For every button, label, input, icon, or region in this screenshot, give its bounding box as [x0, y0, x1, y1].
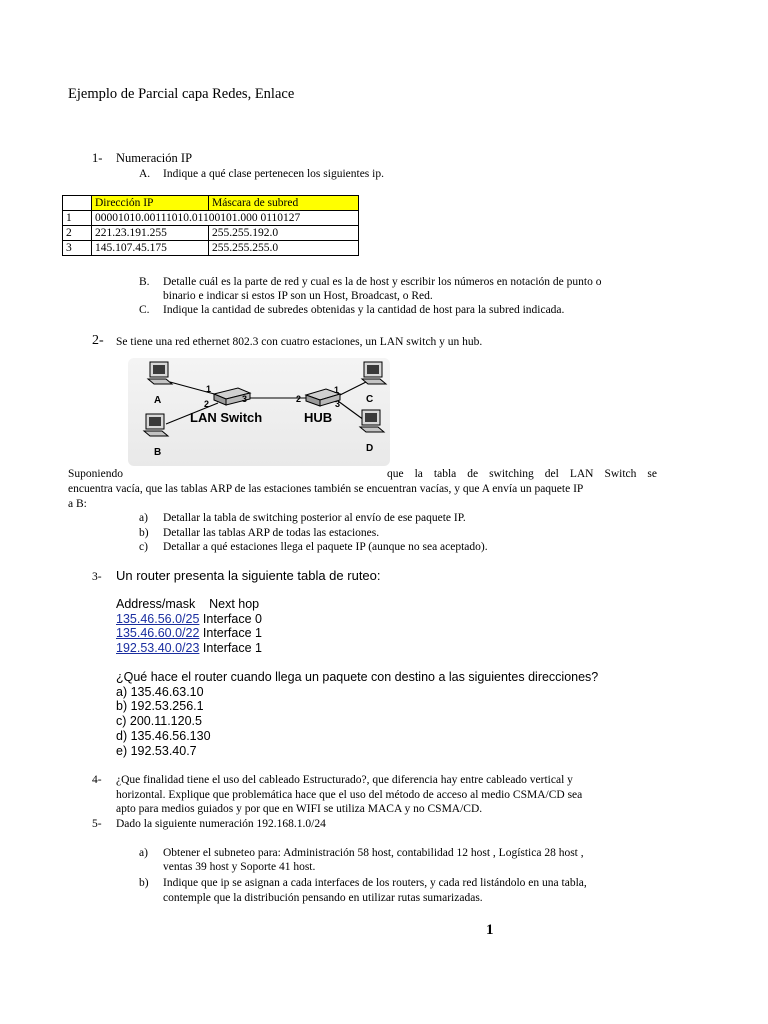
lan-switch-label: LAN Switch: [190, 410, 263, 425]
q1-c-text: Indique la cantidad de subredes obtenidas y la cantidad de host para la subred indicada.: [163, 304, 565, 316]
q5-b-line1: Indique que ip se asignan a cada interfaces de los routers, y cada red listándolo en una tabla,: [163, 877, 587, 889]
q5-b-mark: b): [139, 877, 149, 889]
q3-answer-e: e) 192.53.40.7: [116, 744, 197, 758]
q3-question: ¿Qué hace el router cuando llega un paquete con destino a las siguientes direcciones?: [116, 670, 599, 684]
station-c-label: C: [366, 394, 374, 405]
table-row: [63, 226, 359, 241]
table-cell: 145.107.45.175: [92, 241, 209, 256]
route-address-link[interactable]: 192.53.40.0/23: [116, 641, 200, 655]
q2-para-line2: encuentra vacía, que las tablas ARP de las estaciones también se encuentran vacías, y que A envía un paquete IP: [68, 483, 584, 495]
station-d-label: D: [366, 443, 374, 454]
routing-table-header: Address/mask Next hop: [116, 597, 260, 611]
route-row: [116, 626, 262, 640]
q2-item-c-text: Detallar a qué estaciones llega el paquete IP (aunque no sea aceptado).: [163, 541, 488, 553]
q2-para-word1: Suponiendo: [68, 468, 123, 480]
q3-answer-b: b) 192.53.256.1: [116, 699, 204, 713]
route-address-link[interactable]: 135.46.60.0/22: [116, 626, 200, 640]
header-cell: Dirección IP: [92, 196, 209, 211]
q2-item-a-mark: a): [139, 512, 148, 524]
q3-answer-d: d) 135.46.56.130: [116, 729, 211, 743]
q4-line2: horizontal. Explique que problemática hace que el uso del método de acceso al medio CSMA/CD sea: [116, 789, 583, 801]
q2-item-c-mark: c): [139, 541, 148, 553]
q5-b-line2: contemple que la distribución pensando en utilizar rutas sumarizadas.: [163, 892, 483, 904]
header-cell: Máscara de subred: [209, 196, 359, 211]
q2-text: Se tiene una red ethernet 802.3 con cuatro estaciones, un LAN switch y un hub.: [116, 336, 483, 348]
table-cell: 3: [63, 241, 92, 256]
station-b-label: B: [154, 447, 162, 458]
route-next-hop: Interface 0: [199, 612, 262, 626]
computer-d-icon: [360, 410, 384, 432]
q5-a-mark: a): [139, 847, 148, 859]
q3-text: Un router presenta la siguiente tabla de ruteo:: [116, 568, 381, 583]
document-title: Ejemplo de Parcial capa Redes, Enlace: [68, 86, 295, 102]
table-cell: 00001010.00111010.01100101.000 0110127: [92, 211, 359, 226]
q1-number: 1-: [92, 151, 103, 165]
route-next-hop: Interface 1: [199, 626, 262, 640]
q2-item-a-text: Detallar la tabla de switching posterior al envío de ese paquete IP.: [163, 512, 466, 524]
computer-b-icon: [144, 414, 168, 436]
route-address-link[interactable]: 135.46.56.0/25: [116, 612, 200, 626]
q1-a-text: Indique a qué clase pertenecen los siguientes ip.: [163, 168, 384, 180]
hub-label: HUB: [304, 410, 333, 425]
table-cell: 2: [63, 226, 92, 241]
q1-b-mark: B.: [139, 276, 150, 288]
q3-number: 3-: [92, 571, 102, 583]
route-next-hop: Interface 1: [199, 641, 262, 655]
q1-c-mark: C.: [139, 304, 150, 316]
q3-answer-c: c) 200.11.120.5: [116, 714, 202, 728]
q3-answer-a: a) 135.46.63.10: [116, 685, 204, 699]
ip-table: [62, 195, 359, 256]
hub-port-3: 3: [335, 399, 341, 409]
network-diagram: [128, 358, 390, 466]
table-cell: 221.23.191.255: [92, 226, 209, 241]
q2-item-b-text: Detallar las tablas ARP de todas las estaciones.: [163, 527, 380, 539]
q1-a-mark: A.: [139, 168, 151, 180]
q2-para-rest1: que la tabla de switching del LAN Switch se: [387, 468, 657, 480]
table-cell: 255.255.255.0: [209, 241, 359, 256]
table-cell: 255.255.192.0: [209, 226, 359, 241]
q4-line1: ¿Que finalidad tiene el uso del cableado Estructurado?, que diferencia hay entre cableado vertical y: [116, 774, 573, 786]
q1-heading: Numeración IP: [116, 151, 193, 165]
switch-port-3: 3: [242, 394, 248, 404]
q5-text: Dado la siguiente numeración 192.168.1.0/24: [116, 818, 326, 830]
station-a-label: A: [154, 395, 162, 406]
switch-port-1: 1: [206, 384, 212, 394]
route-row: [116, 641, 262, 655]
page-number: 1: [486, 922, 494, 938]
q4-number: 4-: [92, 774, 102, 786]
q5-number: 5-: [92, 818, 102, 830]
computer-c-icon: [362, 362, 386, 384]
header-cell: [63, 196, 92, 211]
q2-number: 2-: [92, 333, 104, 348]
hub-port-1: 1: [334, 385, 340, 395]
table-row: [63, 211, 359, 226]
q4-line3: apto para medios guiados y por que en WIFI se utiliza MACA y no CSMA/CD.: [116, 803, 483, 815]
q2-item-b-mark: b): [139, 527, 149, 539]
q1-b-line2: binario e indicar si estos IP son un Host, Broadcast, o Red.: [163, 290, 433, 302]
q5-a-line1: Obtener el subneteo para: Administración 58 host, contabilidad 12 host , Logística 28 host ,: [163, 847, 584, 859]
q1-b-line1: Detalle cuál es la parte de red y cual es la de host y escribir los números en notación de punto o: [163, 276, 602, 288]
ip-table-header: [63, 196, 359, 211]
route-row: [116, 612, 262, 626]
table-cell: 1: [63, 211, 92, 226]
switch-port-2: 2: [204, 399, 210, 409]
computer-a-icon: [148, 362, 172, 384]
q2-para-line3: a B:: [68, 498, 87, 510]
table-row: [63, 241, 359, 256]
hub-port-2: 2: [296, 394, 302, 404]
q5-a-line2: ventas 39 host y Soporte 41 host.: [163, 861, 316, 873]
